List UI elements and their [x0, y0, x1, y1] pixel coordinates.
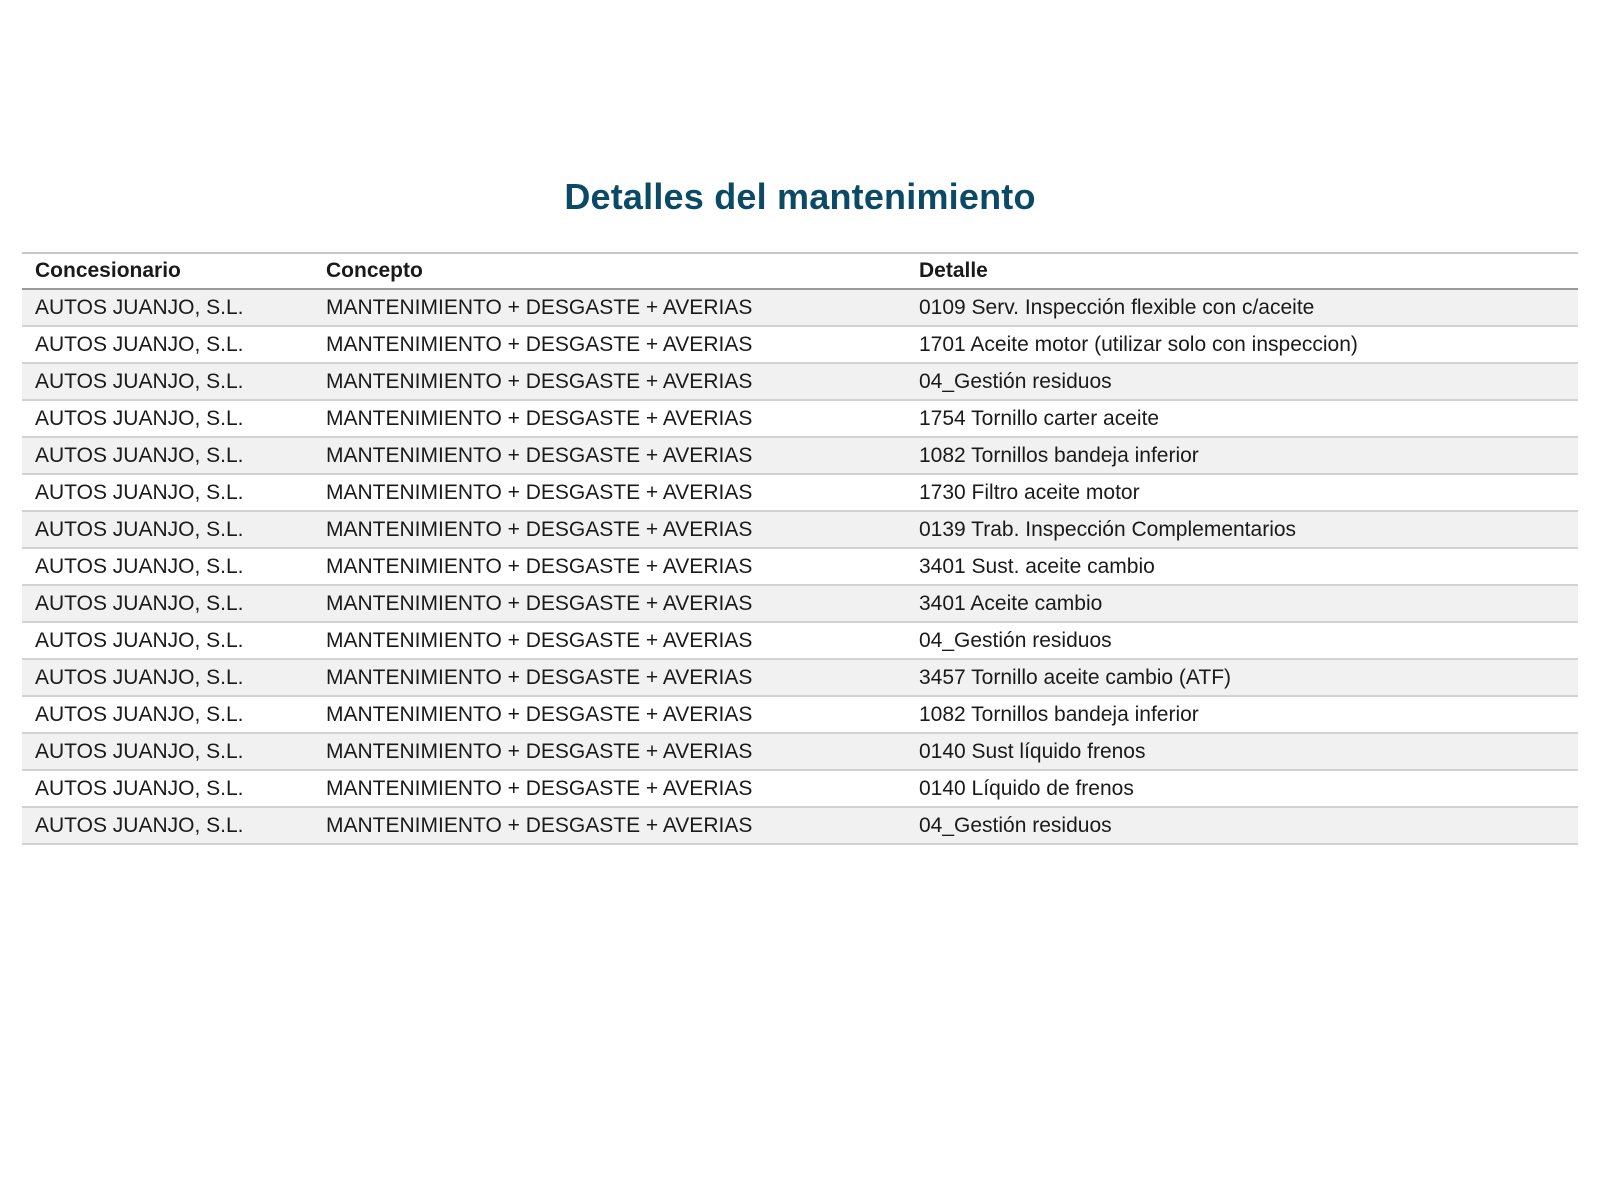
table-row — [22, 290, 1578, 327]
table-row — [22, 734, 1578, 771]
cell-concesionario: AUTOS JUANJO, S.L. — [35, 665, 244, 689]
cell-concepto: MANTENIMIENTO + DESGASTE + AVERIAS — [326, 443, 753, 467]
cell-concepto: MANTENIMIENTO + DESGASTE + AVERIAS — [326, 332, 753, 356]
table-row — [22, 364, 1578, 401]
cell-concesionario: AUTOS JUANJO, S.L. — [35, 702, 244, 726]
table-row — [22, 549, 1578, 586]
cell-concepto: MANTENIMIENTO + DESGASTE + AVERIAS — [326, 406, 753, 430]
cell-detalle: 1701 Aceite motor (utilizar solo con inspeccion) — [919, 332, 1358, 356]
table-row — [22, 808, 1578, 845]
cell-concepto: MANTENIMIENTO + DESGASTE + AVERIAS — [326, 739, 753, 763]
table-row — [22, 697, 1578, 734]
cell-concesionario: AUTOS JUANJO, S.L. — [35, 369, 244, 393]
column-header-concesionario: Concesionario — [35, 259, 181, 282]
cell-detalle: 1730 Filtro aceite motor — [919, 480, 1140, 504]
maintenance-table — [22, 252, 1578, 845]
cell-detalle: 1754 Tornillo carter aceite — [919, 406, 1160, 430]
cell-concepto: MANTENIMIENTO + DESGASTE + AVERIAS — [326, 665, 753, 689]
cell-concepto: MANTENIMIENTO + DESGASTE + AVERIAS — [326, 776, 753, 800]
cell-concesionario: AUTOS JUANJO, S.L. — [35, 739, 244, 763]
cell-concesionario: AUTOS JUANJO, S.L. — [35, 406, 244, 430]
cell-detalle: 04_Gestión residuos — [919, 369, 1112, 393]
column-header-concepto: Concepto — [326, 259, 423, 282]
cell-detalle: 0139 Trab. Inspección Complementarios — [919, 517, 1297, 541]
cell-detalle: 04_Gestión residuos — [919, 813, 1112, 837]
cell-concepto: MANTENIMIENTO + DESGASTE + AVERIAS — [326, 813, 753, 837]
cell-concesionario: AUTOS JUANJO, S.L. — [35, 591, 244, 615]
cell-detalle: 0140 Sust líquido frenos — [919, 739, 1146, 763]
table-row — [22, 401, 1578, 438]
table-row — [22, 438, 1578, 475]
cell-concepto: MANTENIMIENTO + DESGASTE + AVERIAS — [326, 480, 753, 504]
cell-detalle: 1082 Tornillos bandeja inferior — [919, 702, 1199, 726]
cell-concesionario: AUTOS JUANJO, S.L. — [35, 480, 244, 504]
cell-concesionario: AUTOS JUANJO, S.L. — [35, 517, 244, 541]
cell-detalle: 3401 Sust. aceite cambio — [919, 554, 1155, 578]
table-row — [22, 771, 1578, 808]
cell-concesionario: AUTOS JUANJO, S.L. — [35, 776, 244, 800]
cell-concesionario: AUTOS JUANJO, S.L. — [35, 554, 244, 578]
cell-concepto: MANTENIMIENTO + DESGASTE + AVERIAS — [326, 295, 753, 319]
table-row — [22, 512, 1578, 549]
cell-concesionario: AUTOS JUANJO, S.L. — [35, 332, 244, 356]
table-row — [22, 660, 1578, 697]
cell-concesionario: AUTOS JUANJO, S.L. — [35, 813, 244, 837]
table-body — [22, 290, 1578, 845]
cell-concepto: MANTENIMIENTO + DESGASTE + AVERIAS — [326, 369, 753, 393]
cell-concepto: MANTENIMIENTO + DESGASTE + AVERIAS — [326, 628, 753, 652]
table-row — [22, 327, 1578, 364]
cell-concepto: MANTENIMIENTO + DESGASTE + AVERIAS — [326, 702, 753, 726]
column-header-detalle: Detalle — [919, 259, 988, 282]
cell-concesionario: AUTOS JUANJO, S.L. — [35, 295, 244, 319]
cell-detalle: 1082 Tornillos bandeja inferior — [919, 443, 1199, 467]
cell-detalle: 3401 Aceite cambio — [919, 591, 1103, 615]
cell-detalle: 0140 Líquido de frenos — [919, 776, 1134, 800]
cell-concepto: MANTENIMIENTO + DESGASTE + AVERIAS — [326, 517, 753, 541]
cell-detalle: 0109 Serv. Inspección flexible con c/aceite — [919, 295, 1315, 319]
table-row — [22, 623, 1578, 660]
cell-concepto: MANTENIMIENTO + DESGASTE + AVERIAS — [326, 591, 753, 615]
page-title: Detalles del mantenimiento — [564, 176, 1036, 217]
cell-concesionario: AUTOS JUANJO, S.L. — [35, 628, 244, 652]
cell-detalle: 3457 Tornillo aceite cambio (ATF) — [919, 665, 1232, 689]
cell-concepto: MANTENIMIENTO + DESGASTE + AVERIAS — [326, 554, 753, 578]
table-row — [22, 475, 1578, 512]
table-row — [22, 586, 1578, 623]
cell-detalle: 04_Gestión residuos — [919, 628, 1112, 652]
cell-concesionario: AUTOS JUANJO, S.L. — [35, 443, 244, 467]
table-header-row — [22, 254, 1578, 290]
